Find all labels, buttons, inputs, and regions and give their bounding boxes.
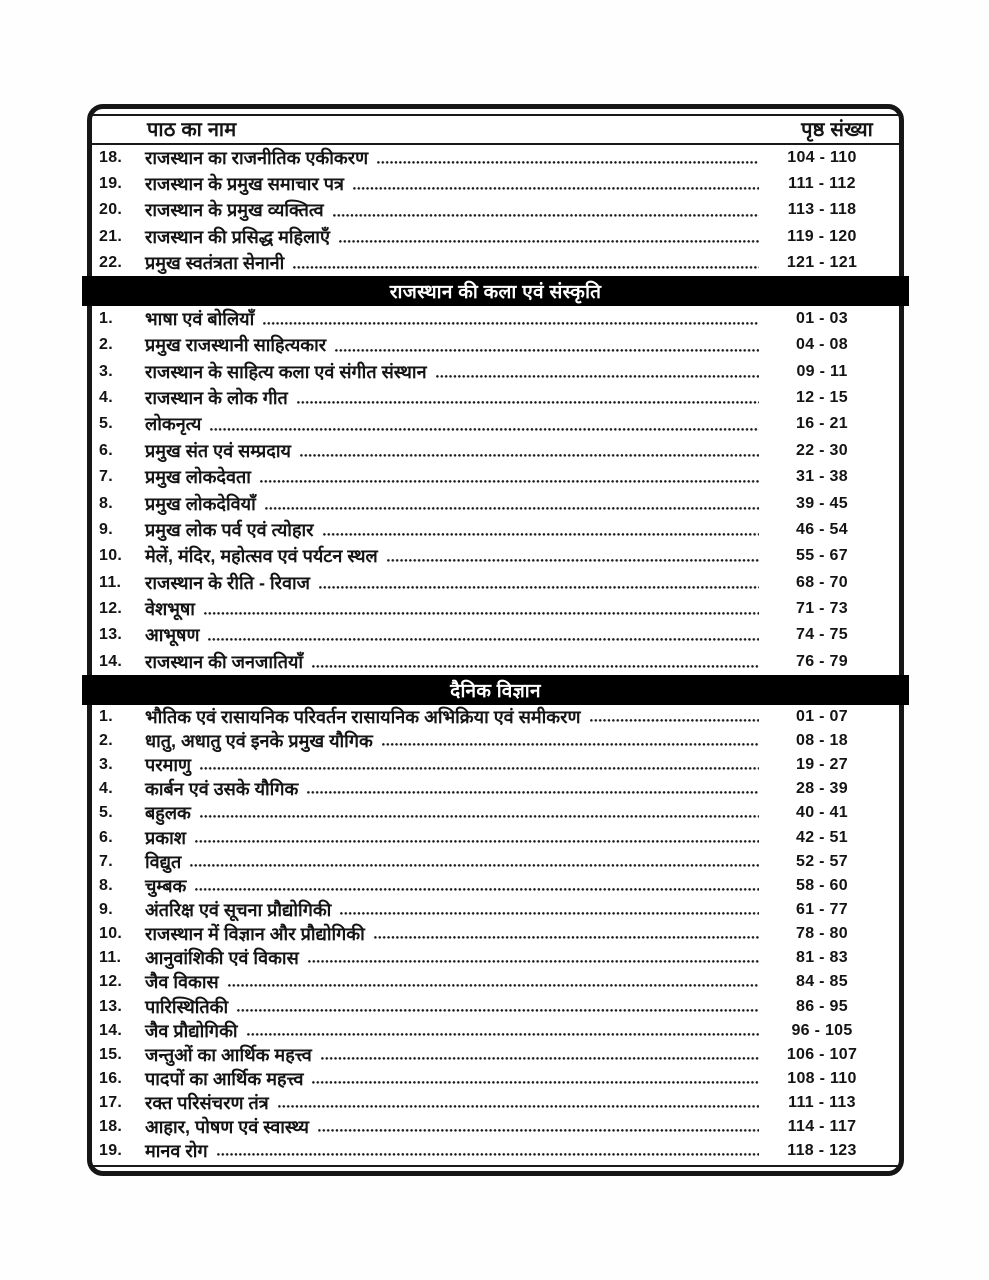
item-number: 10. <box>99 925 123 943</box>
item-title: राजस्थान के प्रमुख व्यक्तित्व <box>145 200 324 221</box>
page-range: 96 - 105 <box>791 1021 853 1039</box>
item-number: 5. <box>99 415 113 433</box>
page-range: 86 - 95 <box>796 997 848 1015</box>
item-title: धातु, अधातु एवं इनके प्रमुख यौगिक <box>145 730 373 751</box>
item-number: 19. <box>99 175 123 193</box>
dot-leader <box>312 665 759 668</box>
item-title: प्रमुख राजस्थानी साहित्यकार <box>145 335 327 356</box>
item-number: 2. <box>99 731 113 749</box>
item-number: 20. <box>99 201 123 219</box>
dot-leader <box>590 719 760 722</box>
toc-row <box>92 438 899 464</box>
dot-leader <box>307 791 759 794</box>
item-title: राजस्थान के प्रमुख समाचार पत्र <box>145 174 344 195</box>
dot-leader <box>278 1105 759 1108</box>
dot-leader <box>217 1153 759 1156</box>
item-title: राजस्थान के लोक गीत <box>145 388 288 409</box>
toc-row <box>92 224 899 250</box>
toc-row <box>92 753 899 777</box>
page-range: 114 - 117 <box>787 1118 857 1136</box>
dot-leader <box>300 454 759 457</box>
item-title: विद्युत <box>145 851 182 872</box>
item-title: परमाणु <box>145 755 192 776</box>
toc-row <box>92 569 899 595</box>
dot-leader <box>237 1009 759 1012</box>
toc-row <box>92 922 899 946</box>
dot-leader <box>308 960 759 963</box>
item-number: 1. <box>99 707 113 725</box>
dot-leader <box>387 559 759 562</box>
dot-leader <box>339 240 759 243</box>
page-range: 52 - 57 <box>796 852 848 870</box>
toc-row <box>92 946 899 970</box>
header-page-number-label: पृष्ठ संख्या <box>801 119 873 141</box>
toc-row <box>92 648 899 674</box>
dot-leader <box>335 349 759 352</box>
item-title: आभूषण <box>145 625 200 646</box>
dot-leader <box>436 375 759 378</box>
dot-leader <box>319 586 759 589</box>
item-title: प्रकाश <box>145 827 186 848</box>
toc-row <box>92 411 899 437</box>
section-banner: राजस्थान की कला एवं संस्कृति <box>82 276 909 306</box>
page-range: 108 - 110 <box>787 1069 857 1087</box>
dot-leader <box>210 428 759 431</box>
dot-leader <box>200 767 759 770</box>
item-number: 10. <box>99 547 123 565</box>
item-number: 4. <box>99 780 113 798</box>
page-range: 58 - 60 <box>796 876 848 894</box>
item-title: राजस्थान के साहित्य कला एवं संगीत संस्थान <box>145 361 427 382</box>
page-range: 42 - 51 <box>796 828 848 846</box>
item-number: 17. <box>99 1094 123 1112</box>
item-number: 21. <box>99 227 123 245</box>
item-title: प्रमुख संत एवं सम्प्रदाय <box>145 440 291 461</box>
item-number: 15. <box>99 1045 123 1063</box>
item-number: 1. <box>99 310 113 328</box>
toc-row <box>92 517 899 543</box>
item-title: प्रमुख लोकदेवियाँ <box>145 493 256 514</box>
item-title: राजस्थान की जनजातियाँ <box>145 651 304 672</box>
page-range: 61 - 77 <box>796 900 848 918</box>
dot-leader <box>247 1033 759 1036</box>
page-range: 19 - 27 <box>796 756 848 774</box>
item-title: प्रमुख लोकदेवता <box>145 467 251 488</box>
page-range: 119 - 120 <box>787 227 857 245</box>
item-number: 12. <box>99 599 123 617</box>
toc-table-inner <box>92 114 899 1167</box>
dot-leader <box>208 638 759 641</box>
sections-host <box>92 145 899 1163</box>
item-number: 18. <box>99 149 123 167</box>
dot-leader <box>318 1129 759 1132</box>
item-number: 9. <box>99 520 113 538</box>
item-number: 11. <box>99 573 122 591</box>
item-title: राजस्थान में विज्ञान और प्रौद्योगिकी <box>145 924 365 945</box>
page-range: 39 - 45 <box>796 494 848 512</box>
toc-row <box>92 1019 899 1043</box>
dot-leader <box>265 507 759 510</box>
toc-row <box>92 490 899 516</box>
item-number: 5. <box>99 804 113 822</box>
item-title: जैव प्रौद्योगिकी <box>145 1020 238 1041</box>
page-range: 78 - 80 <box>796 925 848 943</box>
header-chapter-name-label: पाठ का नाम <box>147 119 237 141</box>
item-title: आहार, पोषण एवं स्वास्थ्य <box>145 1117 309 1138</box>
page-range: 118 - 123 <box>787 1142 857 1160</box>
page-range: 106 - 107 <box>786 1045 858 1063</box>
page-range: 28 - 39 <box>796 780 848 798</box>
toc-table <box>87 104 904 1176</box>
item-title: आनुवांशिकी एवं विकास <box>145 948 299 969</box>
item-title: रक्त परिसंचरण तंत्र <box>145 1093 269 1114</box>
page-range: 31 - 38 <box>796 468 848 486</box>
page-range: 76 - 79 <box>796 652 848 670</box>
item-title: प्रमुख लोक पर्व एवं त्योहार <box>145 519 314 540</box>
page-range: 22 - 30 <box>796 441 848 459</box>
dot-leader <box>297 401 759 404</box>
toc-row <box>92 145 899 171</box>
page-range: 08 - 18 <box>796 731 848 749</box>
dot-leader <box>374 936 759 939</box>
page-range: 111 - 113 <box>788 1094 856 1112</box>
item-number: 7. <box>99 852 113 870</box>
dot-leader <box>312 1081 759 1084</box>
toc-row <box>92 332 899 358</box>
item-number: 14. <box>99 1021 123 1039</box>
page-range: 04 - 08 <box>796 336 848 354</box>
toc-header-row <box>92 116 899 145</box>
dot-leader <box>293 266 759 269</box>
item-title: जन्तुओं का आर्थिक महत्त्व <box>145 1044 312 1065</box>
toc-row <box>92 1091 899 1115</box>
dot-leader <box>353 187 759 190</box>
item-title: राजस्थान के रीति - रिवाज <box>145 572 310 593</box>
item-number: 6. <box>99 828 113 846</box>
dot-leader <box>190 864 759 867</box>
item-title: लोकनृत्य <box>145 414 202 435</box>
toc-row <box>92 1115 899 1139</box>
page-range: 81 - 83 <box>796 949 848 967</box>
item-number: 6. <box>99 441 113 459</box>
toc-row <box>92 825 899 849</box>
toc-row <box>92 729 899 753</box>
item-number: 8. <box>99 494 113 512</box>
item-number: 19. <box>99 1142 123 1160</box>
item-title: चुम्बक <box>145 875 187 896</box>
dot-leader <box>195 840 759 843</box>
item-title: भौतिक एवं रासायनिक परिवर्तन रासायनिक अभिक्रिया एवं समीकरण <box>145 706 581 727</box>
item-number: 22. <box>99 253 123 271</box>
page-range: 71 - 73 <box>796 599 848 617</box>
page-range: 12 - 15 <box>796 389 848 407</box>
item-number: 13. <box>99 626 123 644</box>
dot-leader <box>382 743 759 746</box>
toc-section <box>92 145 899 276</box>
item-number: 2. <box>99 336 113 354</box>
dot-leader <box>228 984 759 987</box>
dot-leader <box>263 322 759 325</box>
toc-row <box>92 622 899 648</box>
dot-leader <box>204 612 759 615</box>
toc-row <box>92 197 899 223</box>
page-range: 09 - 11 <box>796 362 848 380</box>
item-number: 11. <box>99 949 122 967</box>
section-banner: दैनिक विज्ञान <box>82 675 909 705</box>
item-title: वेशभूषा <box>145 598 195 619</box>
toc-row <box>92 850 899 874</box>
dot-leader <box>200 815 759 818</box>
page-range: 40 - 41 <box>796 804 848 822</box>
item-title: प्रमुख स्वतंत्रता सेनानी <box>145 252 285 273</box>
page-range: 74 - 75 <box>796 626 848 644</box>
toc-row <box>92 898 899 922</box>
item-title: बहुलक <box>145 803 191 824</box>
dot-leader <box>323 533 759 536</box>
toc-row <box>92 1067 899 1091</box>
toc-row <box>92 1139 899 1163</box>
toc-row <box>92 874 899 898</box>
toc-row <box>92 464 899 490</box>
item-title: राजस्थान का राजनीतिक एकीकरण <box>145 148 369 169</box>
toc-row <box>92 250 899 276</box>
toc-row <box>92 705 899 729</box>
toc-row <box>92 359 899 385</box>
item-number: 16. <box>99 1069 123 1087</box>
toc-section <box>92 276 899 675</box>
toc-row <box>92 970 899 994</box>
item-number: 8. <box>99 876 113 894</box>
item-number: 3. <box>99 756 113 774</box>
page-range: 111 - 112 <box>788 175 856 193</box>
toc-row <box>92 801 899 825</box>
toc-row <box>92 777 899 801</box>
page-range: 121 - 121 <box>786 253 858 271</box>
item-number: 7. <box>99 468 113 486</box>
toc-section <box>92 675 899 1164</box>
item-title: पादपों का आर्थिक महत्त्व <box>145 1068 304 1089</box>
item-number: 3. <box>99 362 113 380</box>
toc-row <box>92 994 899 1018</box>
item-title: राजस्थान की प्रसिद्ध महिलाएँ <box>145 226 330 247</box>
toc-row <box>92 543 899 569</box>
toc-row <box>92 1043 899 1067</box>
item-number: 18. <box>99 1118 123 1136</box>
item-number: 9. <box>99 900 113 918</box>
item-number: 14. <box>99 652 123 670</box>
dot-leader <box>333 214 759 217</box>
page-range: 16 - 21 <box>796 415 848 433</box>
item-title: भाषा एवं बोलियाँ <box>145 309 255 330</box>
item-title: पारिस्थितिकी <box>145 996 229 1017</box>
item-title: मानव रोग <box>145 1141 208 1162</box>
page-range: 01 - 07 <box>796 707 848 725</box>
toc-row <box>92 385 899 411</box>
item-title: जैव विकास <box>145 972 219 993</box>
toc-row <box>92 306 899 332</box>
page-range: 68 - 70 <box>796 573 848 591</box>
item-number: 13. <box>99 997 123 1015</box>
item-title: मेलें, मंदिर, महोत्सव एवं पर्यटन स्थल <box>145 546 378 567</box>
dot-leader <box>321 1057 759 1060</box>
page-range: 01 - 03 <box>796 310 848 328</box>
dot-leader <box>340 912 759 915</box>
dot-leader <box>195 888 759 891</box>
toc-row <box>92 171 899 197</box>
page-range: 84 - 85 <box>796 973 848 991</box>
page-range: 46 - 54 <box>796 520 848 538</box>
item-title: अंतरिक्ष एवं सूचना प्रौद्योगिकी <box>145 899 332 920</box>
page-range: 104 - 110 <box>787 149 857 167</box>
item-number: 12. <box>99 973 123 991</box>
toc-row <box>92 596 899 622</box>
page-range: 113 - 118 <box>787 201 857 219</box>
page-range: 55 - 67 <box>796 547 848 565</box>
dot-leader <box>377 161 759 164</box>
item-title: कार्बन एवं उसके यौगिक <box>145 779 299 800</box>
dot-leader <box>260 480 759 483</box>
item-number: 4. <box>99 389 113 407</box>
